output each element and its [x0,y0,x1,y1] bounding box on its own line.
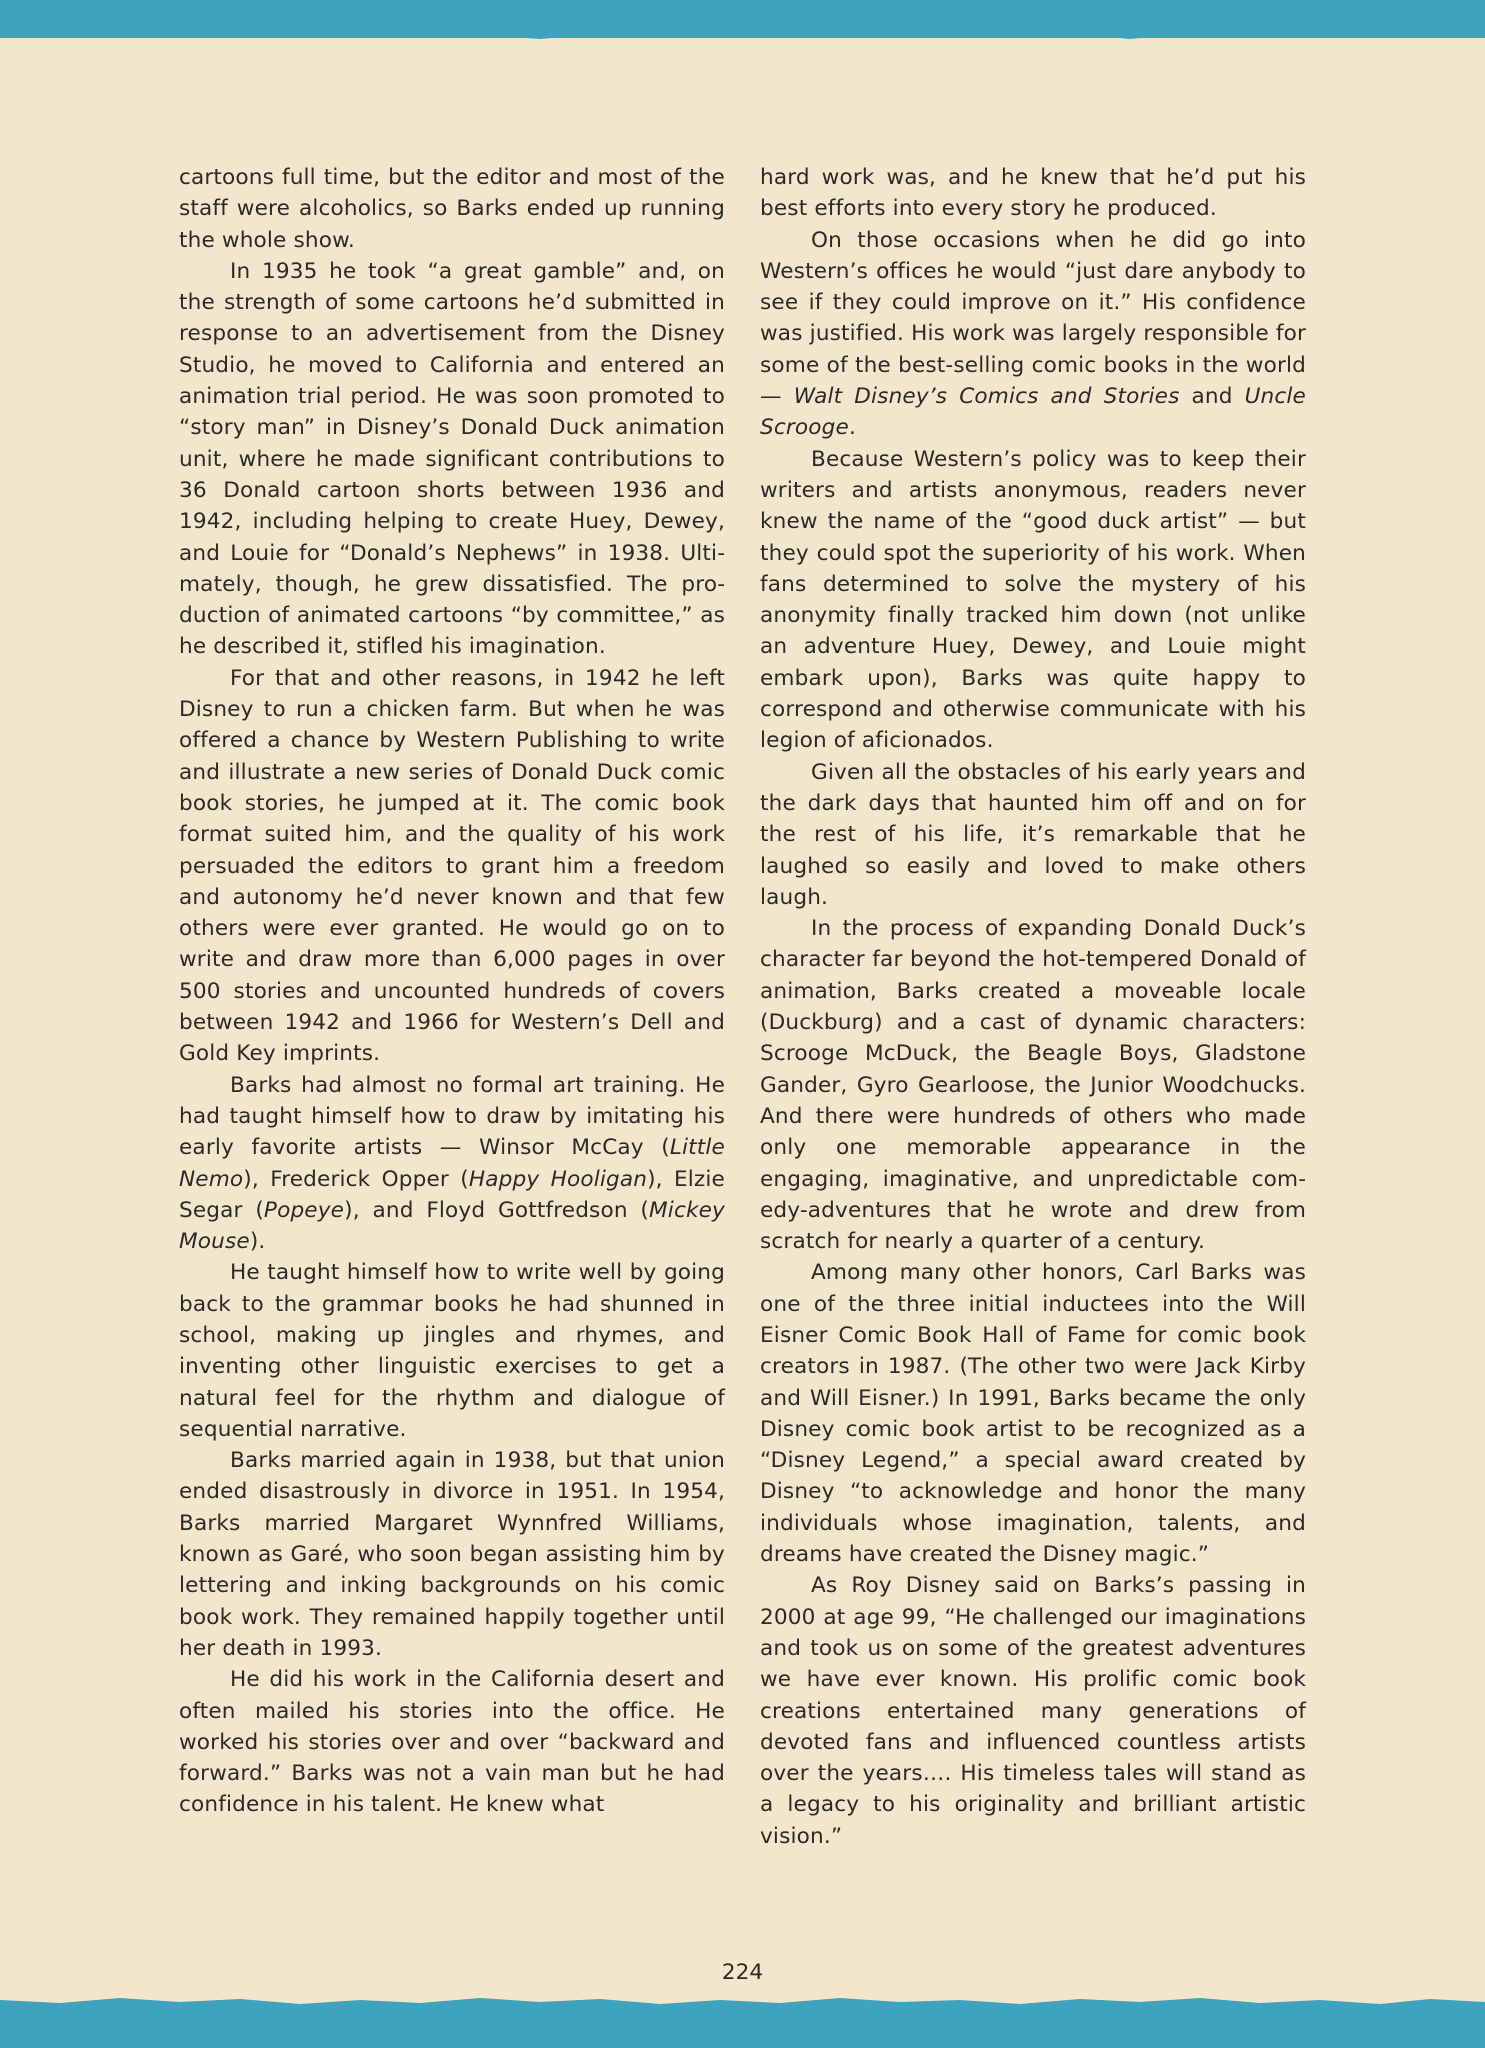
paragraph [760,913,1306,1257]
paragraph [760,1570,1306,1852]
paragraph [179,1664,725,1820]
paragraph-text: Barks had almost no formal art training. He had taught himself how to draw by imitating his early favorite artists — Winsor McCay ( [179,1072,725,1161]
paragraph-text: In the process of expanding Donald Duck’s character far beyond the hot-tempered Donald of animation, Barks created a moveable locale (Duckburg) and a cast of dynamic characters: Scrooge McDuck, the Beagle Boys, Gladstone Gander, Gyro Gearloose, the Junior Woodchucks. And there were hundreds of others who made only one memorable appearance in the engaging, imaginative, and unpredictable comedy-adventures that he wrote and drew from scratch for nearly a quarter of a century. [760,916,1306,1255]
paragraph-text: hard work was, and he knew that he’d put his best efforts into every story he produced. [760,165,1306,222]
paragraph [760,162,1306,225]
paragraph-text: He did his work in the California desert and often mailed his stories into the office. He worked his stories over and over “backward and forward.” Barks was not a vain man but he had confidence in his talent. He knew what [179,1667,725,1818]
paragraph-text: Barks married again in 1938, but that union ended disastrously in divorce in 1951. In 1954, Barks married Margaret Wynnfred Williams, known as Garé, who soon began assisting him by lettering and inking backgrounds on his comic book work. They remained happily together until her death in 1993. [179,1448,725,1661]
paragraph-text: He taught himself how to write well by going back to the grammar books he had shunned in school, making up jingles and rhymes, and inventing other linguistic exercises to get a natural feel for the rhythm and dialogue of sequential narrative. [179,1260,725,1442]
paragraph-text: On those occasions when he did go into Western’s offices he would “just dare anybody to see if they could improve on it.” His confidence was justified. His work was largely responsible for some of the best-selling comic books in the world — [760,227,1306,410]
top-band-torn-edge [0,28,1485,42]
paragraph [760,225,1306,444]
paragraph [179,256,725,663]
italic-title-text: Happy Hooligan [468,1166,648,1192]
paragraph-text: In 1935 he took “a great gamble” and, on the strength of some cartoons he’d submitted in response to an advertisement from the Disney Studio, he moved to California and entered an animation trial period. He was soon promoted to “story man” in Disney’s Donald Duck animation unit, where he made significant contributions to 36 Donald cartoon shorts between 1936 and 1942, including helping to create Huey, Dewey, and Louie for “Donald’s Nephews” in 1938. Ultimately, though, he grew dissatisfied. The production of animated cartoons “by committee,” as he described it, stifled his imagination. [179,258,725,660]
paragraph-text: cartoons full time, but the editor and most of the staff were alcoholics, so Barks ended up running the whole show. [179,165,725,253]
paragraph-text: ), and Floyd Gottfredson ( [344,1197,650,1223]
paragraph [760,757,1306,913]
italic-title-text: Uncle Scrooge [760,384,1306,441]
bottom-band-torn-edge [0,1996,1485,2010]
italic-title-text: Mickey Mouse [179,1197,725,1255]
left-text-column [179,162,725,1821]
paragraph-text: Because Western’s policy was to keep their writers and artists anonymous, readers never knew the name of the “good duck artist” — but they could spot the superiority of his work. When fans determined to solve the mystery of his anonymity finally tracked him down (not unlike an adventure Huey, Dewey, and Louie might embark upon), Barks was quite happy to correspond and otherwise communicate with his legion of aficionados. [760,446,1306,754]
paragraph-text: As Roy Disney said on Barks’s passing in 2000 at age 99, “He challenged our imaginations and took us on some of the greatest adventures we have ever known. His prolific comic book creations entertained many generations of devoted fans and influenced countless artists over the years…. His timeless tales will stand as a legacy to his originality and brilliant artistic vision.” [760,1573,1306,1849]
paragraph [179,1257,725,1445]
paragraph-text: ). [249,1229,266,1255]
paragraph-text: ), Elzie Segar ( [179,1166,725,1223]
paragraph [760,444,1306,757]
paragraph-text: ), Frederick Opper ( [243,1166,469,1192]
paragraph-text: and [1179,384,1245,410]
top-decorative-band [0,0,1485,38]
bottom-decorative-band [0,2008,1485,2048]
paragraph [179,663,725,1070]
paragraph [760,1257,1306,1570]
page-number: 224 [721,1960,764,1985]
italic-title-text: Walt Disney’s Comics and Stories [793,384,1180,410]
paragraph [179,1445,725,1664]
paragraph [179,162,725,256]
paragraph-text: For that and other reasons, in 1942 he left Disney to run a chicken farm. But when he was offered a chance by Western Publishing to write and illustrate a new series of Donald Duck comic book stories, he jumped at it. The comic book format suited him, and the quality of his work persuaded the editors to grant him a freedom and autonomy he’d never known and that few others were ever granted. He would go on to write and draw more than 6,000 pages in over 500 stories and uncounted hundreds of covers between 1942 and 1966 for Western’s Dell and Gold Key imprints. [179,665,725,1067]
italic-title-text: Popeye [263,1197,345,1223]
paragraph-text: Among many other honors, Carl Barks was one of the three initial inductees into the Will Eisner Comic Book Hall of Fame for comic book creators in 1987. (The other two were Jack Kirby and Will Eisner.) In 1991, Barks became the only Disney comic book artist to be recognized as a “Disney Legend,” a special award created by Disney “to acknowledge and honor the many individuals whose imagination, talents, and dreams have created the Disney magic.” [760,1260,1306,1568]
paragraph-text: . [848,415,856,441]
paragraph [179,1070,725,1258]
italic-title-text: Little Nemo [179,1135,725,1192]
paragraph-text: Given all the obstacles of his early years and the dark days that haunted him off and on for the rest of his life, it’s remarkable that he laughed so easily and loved to make others laugh. [760,759,1306,910]
right-text-column [760,162,1306,1852]
